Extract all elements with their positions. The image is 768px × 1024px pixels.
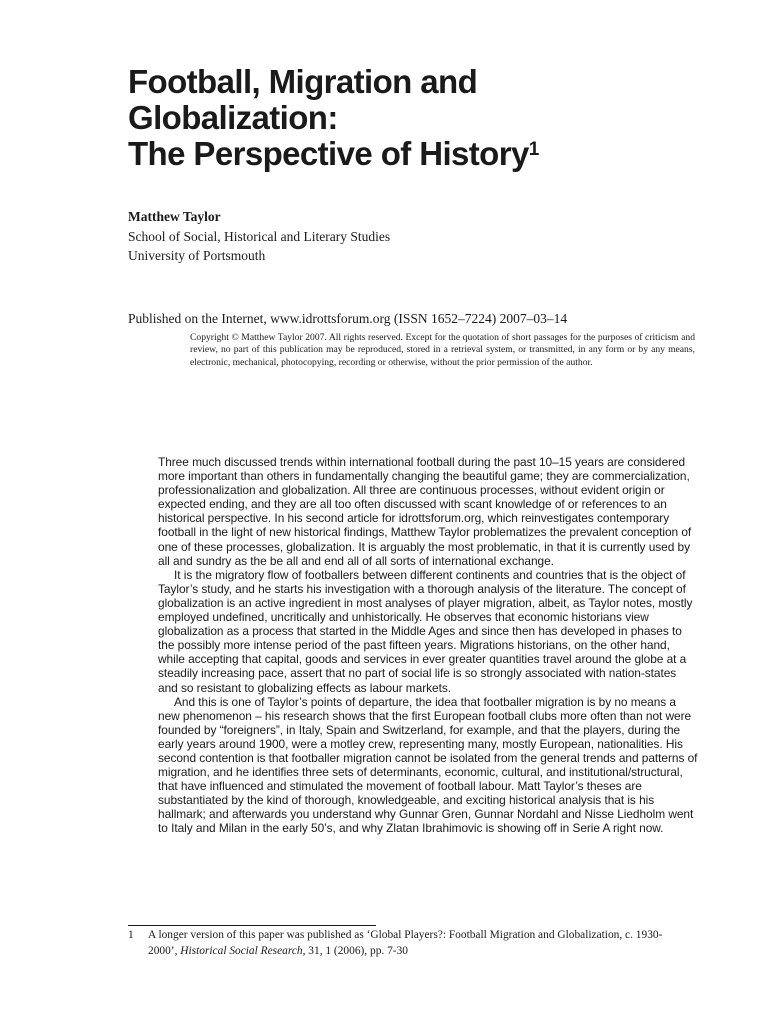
- abstract-paragraph-1: Three much discussed trends within international football during the past 10–15 years are considered more important than others in fundamentally changing the beautiful game; they are commercialization, professionalization and globalization. All three are continuous processes, without evident origin or expected ending, and they are all too often discussed with scant knowledge of or references to an historical perspective. In his second article for idrottsforum.org, which reinvestigates contemporary football in the light of new historical findings, Matthew Taylor problematizes the prevalent conception of one of these processes, globalization. It is arguably the most problematic, in that it is currently used by all and sundry as the be all and end all of all sorts of international exchange.: [158, 455, 692, 568]
- footnote-text-after: , 31, 1 (2006), pp. 7-30: [302, 945, 408, 957]
- abstract-paragraph-2: It is the migratory flow of footballers between different continents and countries that is the object of Taylor’s study, and he starts his investigation with a thorough analysis of the literature. The concept of globalization is an active ingredient in most analyses of player migration, albeit, as Taylor notes, mostly employed undefined, uncritically and unhistorically. He observes that economic historians view globalization as a process that started in the Middle Ages and since then has developed in phases to the possibly more intense period of the past fifteen years. Migrations historians, on the other hand, while accepting that capital, goods and services in ever greater quantities travel around the globe at a steadily increasing pace, assert that no part of social life is so strongly associated with nation-states and so resistant to globalizing effects as labour markets.: [158, 567, 693, 695]
- paper-title: [128, 64, 688, 172]
- title-line-3-text: The Perspective of History: [128, 135, 529, 172]
- footnote-text-before: A longer version of this paper was published as ‘Global Players?: Football Migration and Globalization, c. 1930-2000’,: [148, 929, 663, 957]
- footnote-journal: Historical Social Research: [180, 945, 303, 957]
- abstract: [158, 455, 698, 836]
- affiliation-university: University of Portsmouth: [128, 248, 266, 263]
- footnote-divider: [128, 925, 376, 926]
- title-line-1: Football, Migration and: [128, 63, 478, 100]
- title-footnote-mark[interactable]: 1: [528, 139, 539, 160]
- copyright-notice: Copyright © Matthew Taylor 2007. All rights reserved. Except for the quotation of short passages for the purposes of criticism and review, no part of this publication may be reproduced, stored in a retrieval system, or transmitted, in any form or by any means, electronic, mechanical, photocopying, recording or otherwise, without the prior permission of the author.: [190, 332, 695, 368]
- title-line-3: [128, 136, 688, 172]
- abstract-paragraph-3: And this is one of Taylor’s points of departure, the idea that footballer migration is by no means a new phenomenon – his research shows that the first European football clubs more often than not were founded by “foreigners”, in Italy, Spain and Switzerland, for example, and that the players, during the early years around 1900, were a motley crew, representing many, mostly European, nationalities. His second contention is that footballer migration cannot be isolated from the general trends and patterns of migration, and he identifies three sets of determinants, economic, cultural, and institutional/structural, that have influenced and stimulated the movement of football labour. Matt Taylor’s theses are substantiated by the kind of thorough, knowledgeable, and exciting historical analysis that is his hallmark; and afterwards you understand why Gunnar Gren, Gunnar Nordahl and Nisse Liedholm went to Italy and Milan in the early 50’s, and why Zlatan Ibrahimovic is showing off in Serie A right now.: [158, 694, 698, 836]
- publication-info: Published on the Internet, www.idrottsforum.org (ISSN 1652–7224) 2007–03–14: [128, 311, 568, 326]
- footnote-text: [148, 927, 688, 959]
- author-name: Matthew Taylor: [128, 209, 221, 224]
- footnote-number: 1: [128, 929, 134, 941]
- title-line-2: Globalization:: [128, 99, 338, 136]
- affiliation-school: School of Social, Historical and Literary Studies: [128, 228, 391, 244]
- author-block: [128, 207, 688, 266]
- footnote: [128, 927, 688, 959]
